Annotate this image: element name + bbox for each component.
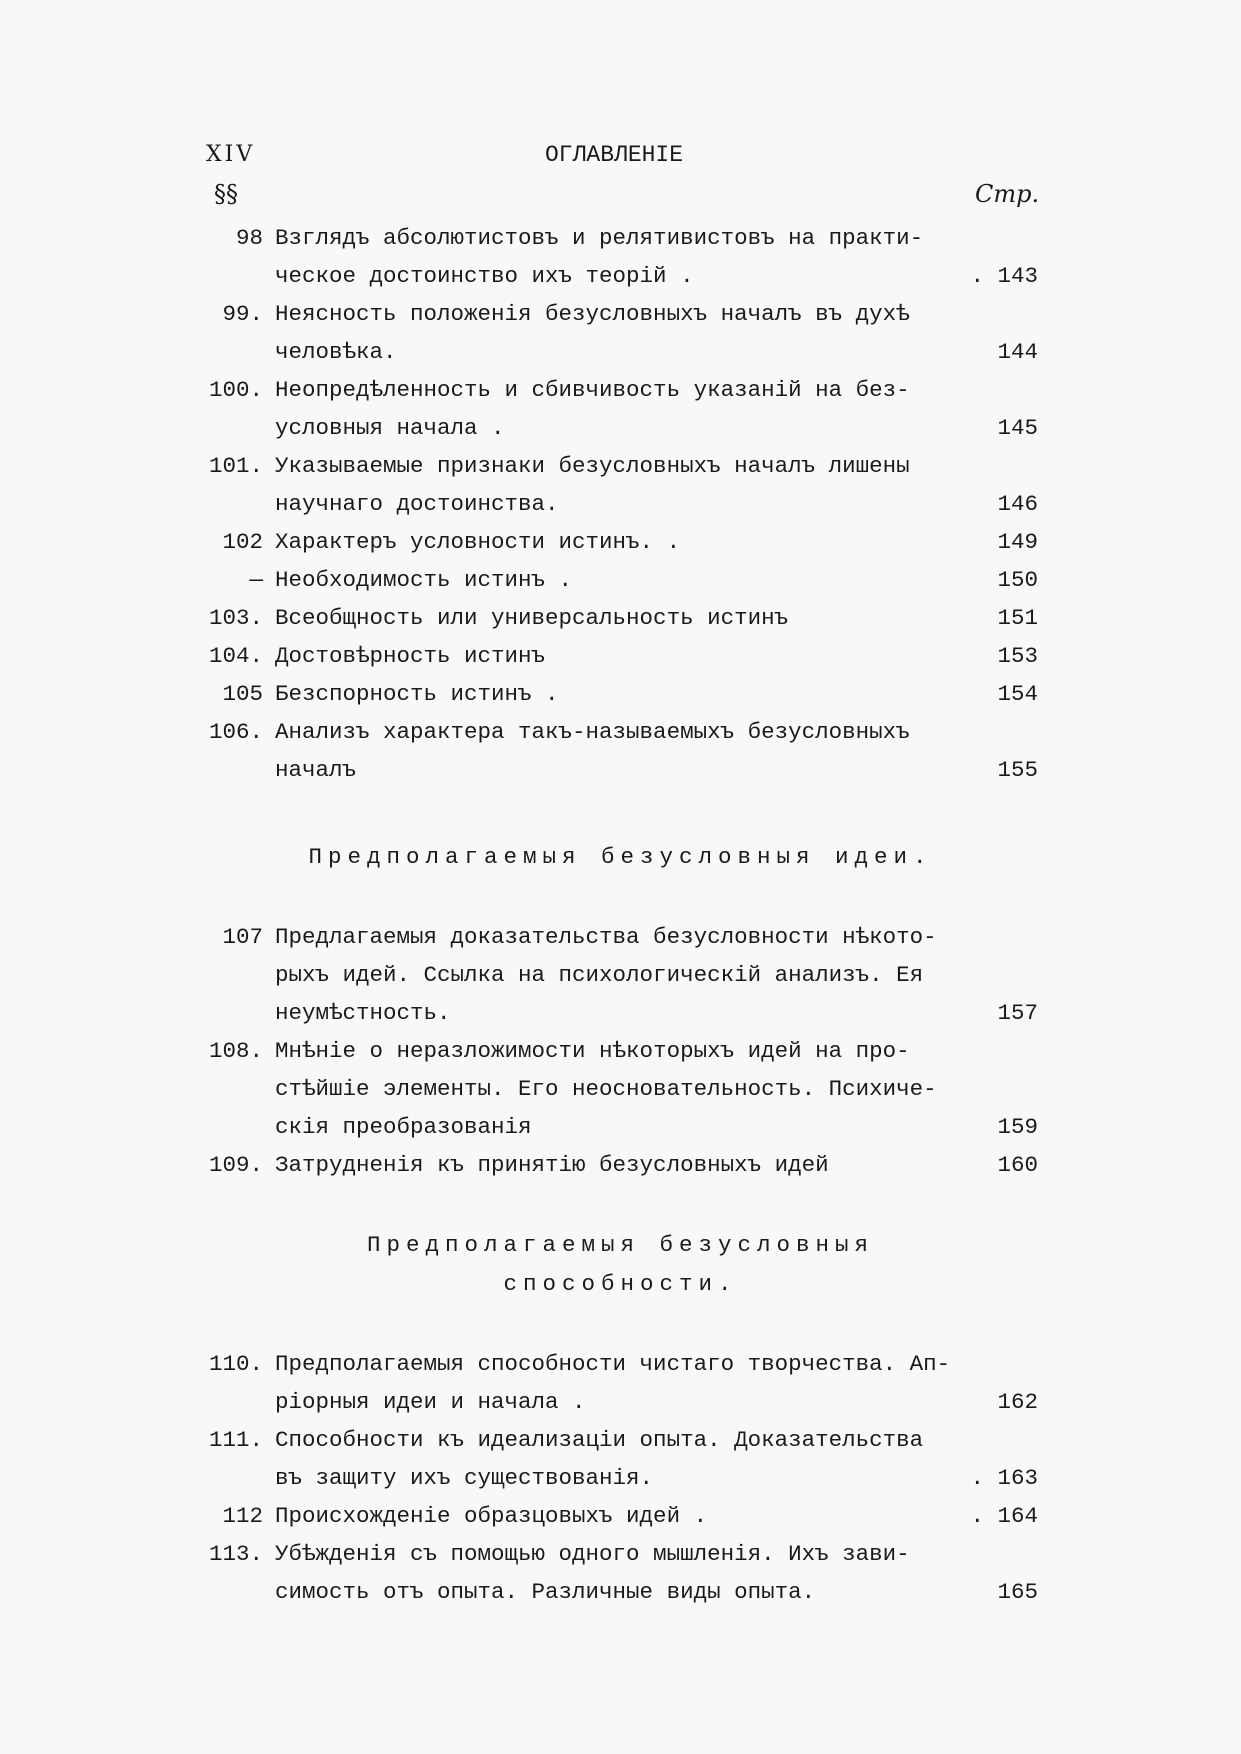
page-number: 157 bbox=[997, 1000, 1038, 1026]
toc-entry-line bbox=[0, 956, 1241, 994]
toc-entry bbox=[0, 447, 1241, 523]
toc-entry bbox=[0, 561, 1241, 599]
entry-text: Указываемые признаки безусловныхъ началъ лишены bbox=[275, 453, 910, 479]
section-heading-faculties-line-2: способности. bbox=[503, 1271, 738, 1297]
entry-text: Происхожденіе образцовыхъ идей . bbox=[275, 1503, 708, 1529]
entry-text: Убѣжденія съ помощью одного мышленія. Ихъ зави- bbox=[275, 1541, 910, 1567]
toc-group-2 bbox=[0, 918, 1241, 1184]
entry-text: Анализъ характера такъ-называемыхъ безусловныхъ bbox=[275, 719, 910, 745]
toc-entry bbox=[0, 1032, 1241, 1146]
toc-entry-line bbox=[0, 1573, 1241, 1611]
entry-text: Безспорность истинъ . bbox=[275, 681, 559, 707]
page-number: 160 bbox=[997, 1152, 1038, 1178]
section-number: 100. bbox=[208, 377, 263, 403]
page-number: 146 bbox=[997, 491, 1038, 517]
toc-entry bbox=[0, 599, 1241, 637]
entry-text: условныя начала . bbox=[275, 415, 505, 441]
page-number: 155 bbox=[997, 757, 1038, 783]
section-number: 112 bbox=[222, 1503, 263, 1529]
toc-entry bbox=[0, 1497, 1241, 1535]
toc-entry bbox=[0, 713, 1241, 789]
section-number: 98 bbox=[235, 225, 263, 251]
page-number: 162 bbox=[997, 1389, 1038, 1415]
section-number: 99. bbox=[222, 301, 263, 327]
entry-text: Способности къ идеализаціи опыта. Доказательства bbox=[275, 1427, 924, 1453]
toc-group-3 bbox=[0, 1345, 1241, 1611]
toc-entry-line bbox=[0, 257, 1241, 295]
toc-entry-line bbox=[0, 994, 1241, 1032]
toc-entry bbox=[0, 675, 1241, 713]
section-number: 108. bbox=[208, 1038, 263, 1064]
section-number: 104. bbox=[208, 643, 263, 669]
toc-entry bbox=[0, 637, 1241, 675]
toc-entry-line bbox=[0, 219, 1241, 257]
toc-entry-line bbox=[0, 1146, 1241, 1184]
toc-entry-line bbox=[0, 1108, 1241, 1146]
entry-text: ческое достоинство ихъ теорій . bbox=[275, 263, 694, 289]
section-number: 113. bbox=[208, 1541, 263, 1567]
entry-text: Неясность положенія безусловныхъ началъ въ духѣ bbox=[275, 301, 910, 327]
entry-text: Мнѣніе о неразложимости нѣкоторыхъ идей на про- bbox=[275, 1038, 910, 1064]
page-number: 145 bbox=[997, 415, 1038, 441]
entry-text: ріорныя идеи и начала . bbox=[275, 1389, 586, 1415]
toc-entry-line bbox=[0, 599, 1241, 637]
toc-entry-line bbox=[0, 447, 1241, 485]
section-number: 110. bbox=[208, 1351, 263, 1377]
toc-entry-line bbox=[0, 1383, 1241, 1421]
toc-entry bbox=[0, 1421, 1241, 1497]
toc-entry bbox=[0, 918, 1241, 1032]
page-number-roman: XIV bbox=[206, 142, 256, 167]
toc-entry-line bbox=[0, 1345, 1241, 1383]
toc-entry-line bbox=[0, 1535, 1241, 1573]
section-number: 102 bbox=[222, 529, 263, 555]
toc-entry-line bbox=[0, 918, 1241, 956]
entry-text: Предлагаемыя доказательства безусловности нѣкото- bbox=[275, 924, 937, 950]
toc-entry bbox=[0, 1146, 1241, 1184]
page-title: ОГЛАВЛЕНІЕ bbox=[545, 142, 684, 168]
section-number: 103. bbox=[208, 605, 263, 631]
toc-entry-line bbox=[0, 523, 1241, 561]
entry-text: человѣка. bbox=[275, 339, 397, 365]
entry-text: Характеръ условности истинъ. . bbox=[275, 529, 681, 555]
section-heading-ideas: Предполагаемыя безусловныя идеи. bbox=[308, 844, 933, 870]
toc-entry-line bbox=[0, 561, 1241, 599]
sections-column-label: §§ bbox=[214, 180, 238, 208]
toc-entry bbox=[0, 1345, 1241, 1421]
page-number: 153 bbox=[997, 643, 1038, 669]
page-number: . 164 bbox=[970, 1503, 1038, 1529]
toc-entry-line bbox=[0, 675, 1241, 713]
toc-entry-line bbox=[0, 1421, 1241, 1459]
section-number: 106. bbox=[208, 719, 263, 745]
entry-text: стѣйшіе элементы. Его неосновательность. Психиче- bbox=[275, 1076, 937, 1102]
toc-entry bbox=[0, 371, 1241, 447]
toc-entry bbox=[0, 523, 1241, 561]
page-number: 150 bbox=[997, 567, 1038, 593]
page-number: . 143 bbox=[970, 263, 1038, 289]
entry-text: Неопредѣленность и сбивчивость указаній на без- bbox=[275, 377, 910, 403]
page-number: 149 bbox=[997, 529, 1038, 555]
entry-text: скія преобразованія bbox=[275, 1114, 532, 1140]
toc-entry-line bbox=[0, 409, 1241, 447]
page-number: 151 bbox=[997, 605, 1038, 631]
entry-text: симость отъ опыта. Различные виды опыта. bbox=[275, 1579, 816, 1605]
section-heading-faculties-line-1: Предполагаемыя безусловныя bbox=[366, 1232, 875, 1258]
section-number: — bbox=[249, 567, 263, 593]
page-number: 154 bbox=[997, 681, 1038, 707]
toc-entry bbox=[0, 295, 1241, 371]
entry-text: Затрудненія къ принятію безусловныхъ идей bbox=[275, 1152, 829, 1178]
entry-text: Необходимость истинъ . bbox=[275, 567, 573, 593]
toc-entry-line bbox=[0, 333, 1241, 371]
entry-text: Взглядъ абсолютистовъ и релятивистовъ на практи- bbox=[275, 225, 924, 251]
toc-entry bbox=[0, 1535, 1241, 1611]
section-number: 107 bbox=[222, 924, 263, 950]
toc-entry-line bbox=[0, 1459, 1241, 1497]
page-number: 165 bbox=[997, 1579, 1038, 1605]
toc-group-1 bbox=[0, 219, 1241, 789]
page-number: . 163 bbox=[970, 1465, 1038, 1491]
entry-text: рыхъ идей. Ссылка на психологическій анализъ. Ея bbox=[275, 962, 924, 988]
entry-text: научнаго достоинства. bbox=[275, 491, 559, 517]
toc-entry bbox=[0, 219, 1241, 295]
entry-text: началъ bbox=[275, 757, 357, 783]
page-number: 159 bbox=[997, 1114, 1038, 1140]
toc-entry-line bbox=[0, 371, 1241, 409]
section-number: 101. bbox=[208, 453, 263, 479]
toc-entry-line bbox=[0, 637, 1241, 675]
section-number: 109. bbox=[208, 1152, 263, 1178]
entry-text: въ защиту ихъ существованія. bbox=[275, 1465, 654, 1491]
section-number: 105 bbox=[222, 681, 263, 707]
page-column-label: Стр. bbox=[975, 180, 1040, 208]
entry-text: Достовѣрность истинъ bbox=[275, 643, 546, 669]
toc-entry-line bbox=[0, 1497, 1241, 1535]
toc-entry-line bbox=[0, 1070, 1241, 1108]
entry-text: неумѣстность. bbox=[275, 1000, 451, 1026]
toc-entry-line bbox=[0, 1032, 1241, 1070]
page-number: 144 bbox=[997, 339, 1038, 365]
toc-entry-line bbox=[0, 485, 1241, 523]
section-number: 111. bbox=[208, 1427, 263, 1453]
toc-entry-line bbox=[0, 751, 1241, 789]
toc-entry-line bbox=[0, 713, 1241, 751]
toc-entry-line bbox=[0, 295, 1241, 333]
entry-text: Предполагаемыя способности чистаго творчества. Ап- bbox=[275, 1351, 951, 1377]
entry-text: Всеобщность или универсальность истинъ bbox=[275, 605, 789, 631]
